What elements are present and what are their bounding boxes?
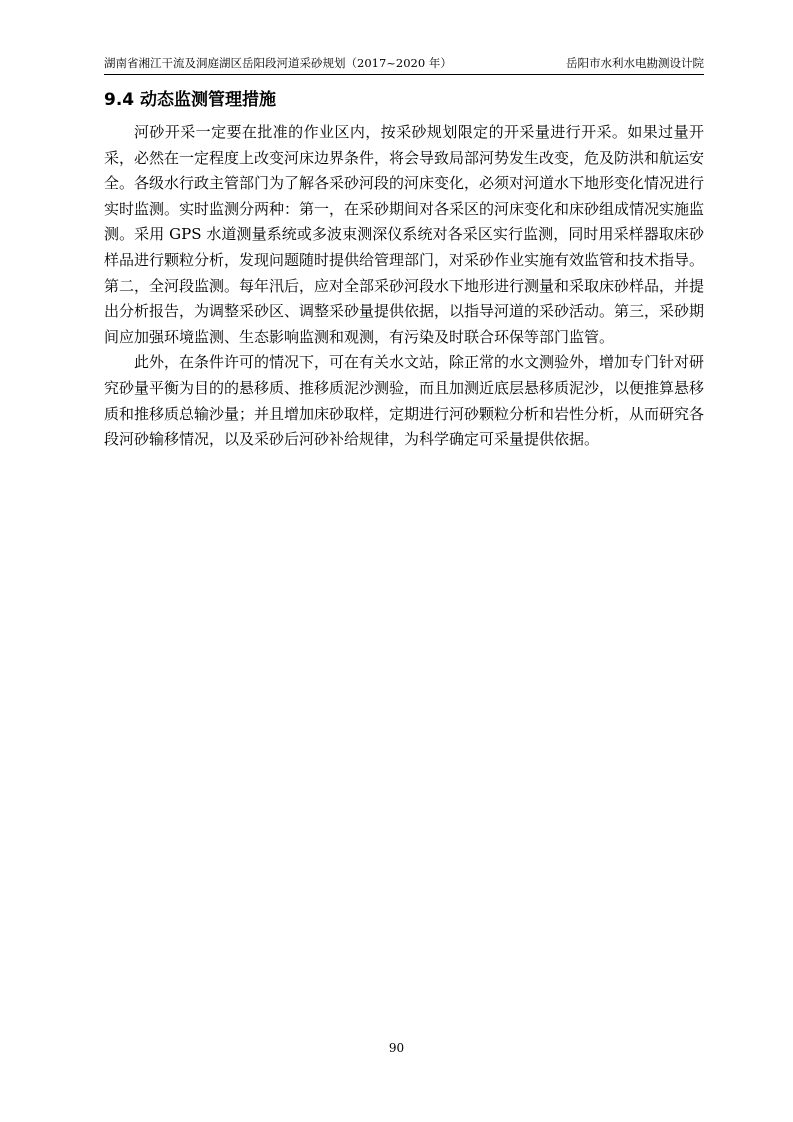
header-document-title: 湖南省湘江干流及洞庭湖区岳阳段河道采砂规划（2017~2020 年） (104, 56, 452, 70)
paragraph-hydrological-measurement: 此外，在条件许可的情况下，可在有关水文站，除正常的水文测验外，增加专门针对研究砂量平衡为目的的悬移质、推移质泥沙测验，而且加测近底层悬移质泥沙，以便推算悬移质和推移质总输沙量；并且增加床砂取样，定期进行河砂颗粒分析和岩性分析，从而研究各段河砂输移情况，以及采砂后河砂补给规律，为科学确定可采量提供依据。 (104, 353, 705, 449)
paragraph-monitoring-overview: 河砂开采一定要在批准的作业区内，按采砂规划限定的开采量进行开采。如果过量开采，必然在一定程度上改变河床边界条件，将会导致局部河势发生改变，危及防洪和航运安全。各级水行政主管部门为了解各采砂河段的河床变化，必须对河道水下地形变化情况进行实时监测。实时监测分两种：第一，在采砂期间对各采区的河床变化和床砂组成情况实施监测。采用 GPS 水道测量系统或多波束测深仪系统对各采区实行监测，同时用采样器取床砂样品进行颗粒分析，发现问题随时提供给管理部门，对采砂作业实施有效监管和技术指导。第二，全河段监测。每年汛后，应对全部采砂河段水下地形进行测量和采取床砂样品，并提出分析报告，为调整采砂区、调整采砂量提供依据，以指导河道的采砂活动。第三，采砂期间应加强环境监测、生态影响监测和观测，有污染及时联合环保等部门监管。 (104, 123, 705, 346)
page-header (104, 54, 704, 72)
section-title: 9.4 动态监测管理措施 (104, 90, 277, 110)
header-divider (104, 74, 704, 75)
header-organization: 岳阳市水利水电勘测设计院 (566, 56, 704, 70)
body-text (104, 120, 704, 453)
page-number: 90 (388, 1041, 405, 1055)
